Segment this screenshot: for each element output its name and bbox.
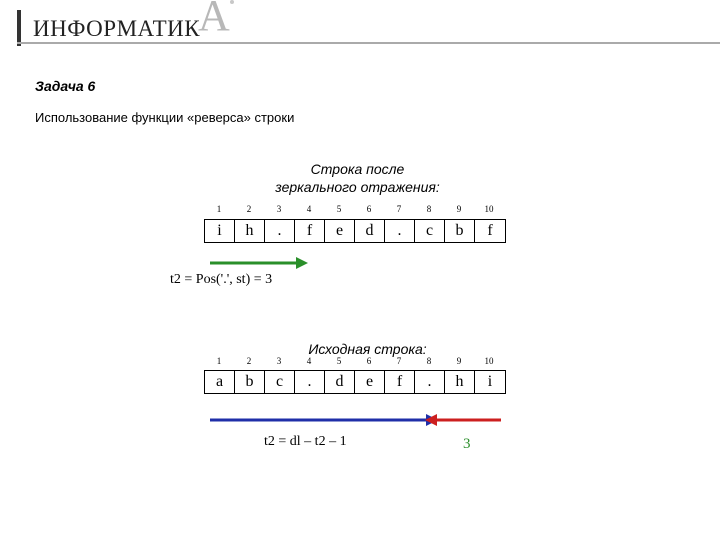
char-cell: f [487,222,493,239]
header-dot [230,0,234,4]
char-cell: e [325,220,355,242]
char-cell: b [445,220,475,242]
index-label: 8 [426,356,432,366]
result-value: 3 [463,436,471,452]
index-label: 6 [366,204,372,214]
task-title: Задача 6 [35,78,96,94]
index-label: 7 [396,356,402,366]
index-label: 7 [396,204,402,214]
index-label: 1 [216,204,222,214]
source-formula: t2 = dl – t2 – 1 [264,434,347,449]
reversed-string-row [204,219,506,243]
char-cell: . [265,220,295,242]
red-arrow-icon [423,413,508,427]
char-cell: a [205,371,235,393]
index-label: 3 [276,356,282,366]
index-label: 9 [456,356,462,366]
source-index-row [204,356,504,368]
index-label: 4 [306,356,312,366]
char-cell: c [415,220,445,242]
char-cell: b [235,371,265,393]
index-label: 3 [276,204,282,214]
task-description: Использование функции «реверса» строки [35,110,295,125]
reversed-caption [245,160,470,196]
blue-arrow-icon [200,413,440,427]
char-cell: . [415,371,445,393]
index-label: 9 [456,204,462,214]
reversed-caption-line1: Строка после [310,161,405,177]
index-label: 6 [366,356,372,366]
index-label: 2 [246,204,252,214]
index-label: 10 [484,356,494,366]
index-label: 5 [336,204,342,214]
index-label: 10 [484,204,494,214]
index-label: 5 [336,356,342,366]
char-cell: . [295,371,325,393]
char-cell: h [445,371,475,393]
header-title-letter: А [198,0,230,40]
char-cell: f [385,371,415,393]
char-cell: . [385,220,415,242]
header-vertical-bar [17,10,21,46]
index-label: 2 [246,356,252,366]
char-cell: d [355,220,385,242]
char-cell: c [265,371,295,393]
char-cell: i [205,220,235,242]
header-rule [17,42,720,44]
reversed-formula: t2 = Pos('.', st) = 3 [170,272,273,287]
source-caption: Исходная строка: [308,341,427,357]
index-label: 8 [426,204,432,214]
char-cell: h [235,220,265,242]
reversed-caption-line2: зеркального отражения: [275,179,440,195]
source-string-row [204,370,506,394]
index-label: 1 [216,356,222,366]
char-cell: i [487,373,493,390]
header-title: ИНФОРМАТИК [33,16,201,41]
char-cell: f [295,220,325,242]
green-arrow-icon [200,256,310,270]
char-cell: e [355,371,385,393]
index-label: 4 [306,204,312,214]
reversed-index-row [204,204,504,216]
char-cell: d [325,371,355,393]
